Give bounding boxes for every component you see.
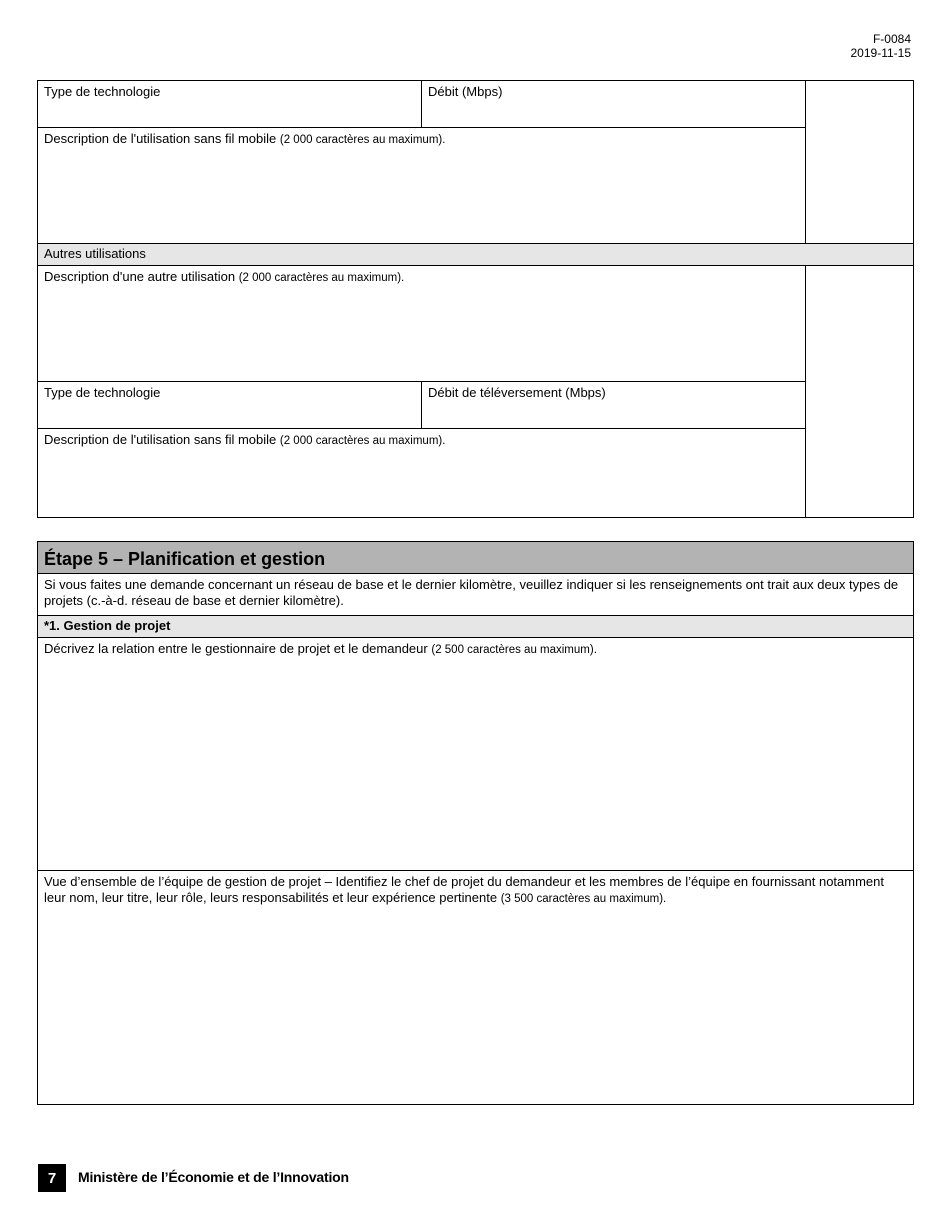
speed-field[interactable] [422, 81, 805, 127]
form-code: F-0084 [872, 32, 911, 46]
project-manager-relation-limit: (2 500 caractères au maximum). [431, 644, 597, 656]
page-number: 7 [38, 1164, 66, 1192]
mobile-description-limit-2: (2 000 caractères au maximum). [279, 435, 446, 447]
project-team-overview-label: Vue d’ensemble de l’équipe de gestion de projet – Identifiez le chef de projet du demandeur et les membres de l’équipe en fournissant notamment leur nom, leur titre, leur rôle, leurs responsabilités et leur expérience pertinente [44, 874, 884, 905]
project-team-overview-field[interactable] [38, 871, 913, 1104]
mobile-description-label-2: Description de l'utilisation sans fil mobile [44, 432, 277, 447]
mobile-description-limit: (2 000 caractères au maximum). [279, 134, 446, 146]
mobile-description-field-2[interactable] [38, 429, 805, 517]
form-date: 2019-11-15 [850, 46, 911, 60]
form-code-block [851, 32, 912, 60]
upload-speed-field[interactable] [422, 382, 805, 428]
other-use-description-field[interactable] [38, 266, 805, 381]
speed-label: Débit (Mbps) [428, 84, 503, 99]
other-use-description-label: Description d'une autre utilisation [44, 269, 236, 284]
project-manager-relation-field[interactable] [38, 638, 913, 870]
q1-header: *1. Gestion de projet [38, 616, 913, 637]
upload-speed-label: Débit de téléversement (Mbps) [428, 385, 606, 400]
technology-type-label-2: Type de technologie [44, 385, 161, 400]
step5-title: Étape 5 – Planification et gestion [38, 542, 913, 573]
step5-intro: Si vous faites une demande concernant un réseau de base et le dernier kilomètre, veuillez indiquer si les renseignements ont trait aux deux types de projets (c.-à-d. réseau de base et dernier kilomètre). [44, 577, 899, 608]
project-team-overview-limit: (3 500 caractères au maximum). [500, 893, 667, 905]
other-uses-header: Autres utilisations [38, 244, 913, 265]
mobile-description-label: Description de l'utilisation sans fil mobile [44, 131, 277, 146]
other-use-description-limit: (2 000 caractères au maximum). [238, 272, 405, 284]
right-column-divider [805, 265, 806, 517]
ministry-name: Ministère de l’Économie et de l’Innovation [78, 1169, 349, 1185]
technology-type-field-2[interactable] [38, 382, 421, 428]
mobile-description-field[interactable] [38, 128, 805, 243]
technology-type-field[interactable] [38, 81, 421, 127]
right-column-divider [805, 80, 806, 244]
project-manager-relation-label: Décrivez la relation entre le gestionnaire de projet et le demandeur [44, 641, 428, 656]
technology-type-label: Type de technologie [44, 84, 161, 99]
